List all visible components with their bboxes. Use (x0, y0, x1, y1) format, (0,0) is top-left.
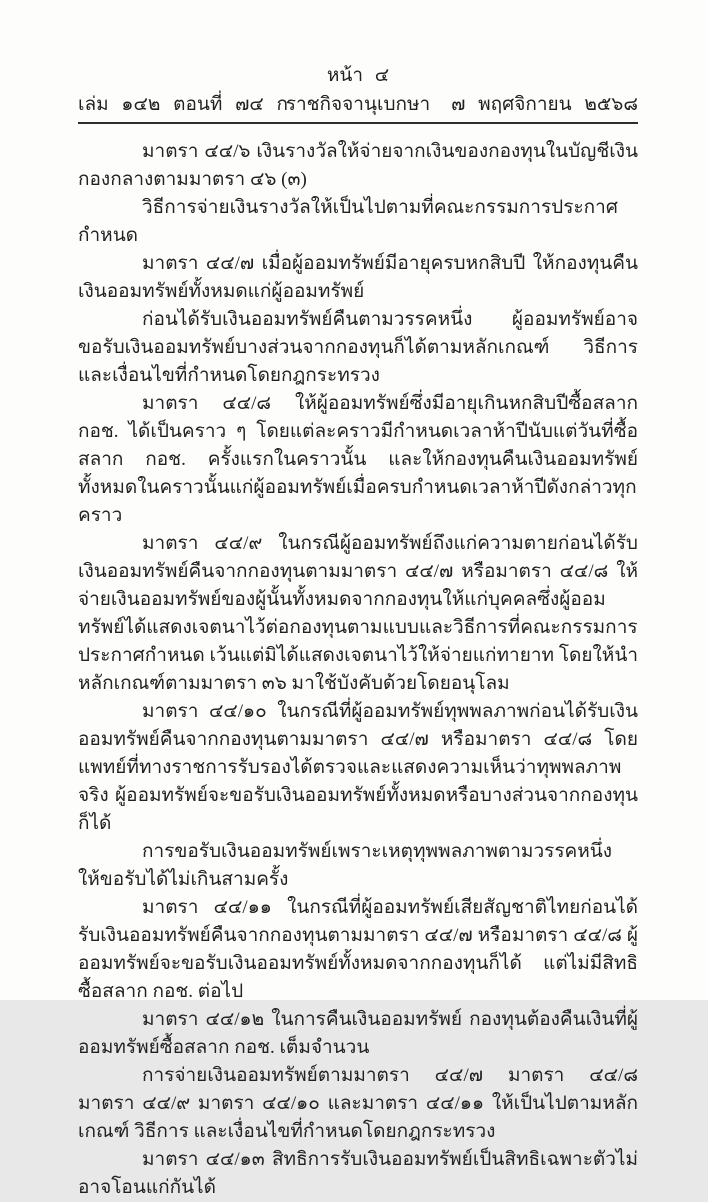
paragraph: มาตรา ๔๔/๖ เงินรางวัลให้จ่ายจากเงินของกองทุนในบัญชีเงินกองกลางตามมาตรา ๔๖ (๓) (78, 141, 638, 190)
document-body (78, 138, 638, 1202)
page-header (78, 0, 638, 124)
masthead-row (78, 92, 638, 118)
paragraph: วิธีการจ่ายเงินรางวัลให้เป็นไปตามที่คณะกรรมการประกาศกำหนด (78, 197, 618, 246)
paragraph: มาตรา ๔๔/๘ ให้ผู้ออมทรัพย์ซึ่งมีอายุเกินหกสิบปีซื้อสลาก กอช. ได้เป็นคราว ๆ โดยแต่ละคราวมีกำหนดเวลาห้าปีนับแต่วันที่ซื้อสลาก กอช. ครั้งแรกในคราวนั้น และให้กองทุนคืนเงินออมทรัพย์ทั้งหมดในคราวนั้นแก่ผู้ออมทรัพย์เมื่อครบกำหนดเวลาห้าปีดังกล่าวทุกคราว (78, 393, 638, 526)
page-number: หน้า ๔ (326, 65, 390, 86)
publication-name: ราชกิจจานุเบกษา (285, 94, 431, 115)
paragraph: มาตรา ๔๔/๑๓ สิทธิการรับเงินออมทรัพย์เป็นสิทธิเฉพาะตัวไม่อาจโอนแก่กันได้ (78, 1149, 638, 1198)
publication-date: ๗ พฤศจิกายน ๒๕๖๘ (451, 94, 638, 115)
header-rule (78, 122, 638, 124)
paragraph: การจ่ายเงินออมทรัพย์ตามมาตรา ๔๔/๗ มาตรา ๔๔/๘ มาตรา ๔๔/๙ มาตรา ๔๔/๑๐ และมาตรา ๔๔/๑๑ ให้เป็นไปตามหลักเกณฑ์ วิธีการ และเงื่อนไขที่กำหนดโดยกฎกระทรวง (78, 1065, 638, 1142)
paragraph: มาตรา ๔๔/๙ ในกรณีผู้ออมทรัพย์ถึงแก่ความตายก่อนได้รับเงินออมทรัพย์คืนจากกองทุนตามมาตรา ๔๔/๗ หรือมาตรา ๔๔/๘ ให้จ่ายเงินออมทรัพย์ของผู้นั้นทั้งหมดจากกองทุนให้แก่บุคคลซึ่งผู้ออมทรัพย์ได้แสดงเจตนาไว้ต่อกองทุนตามแบบและวิธีการที่คณะกรรมการประกาศกำหนด เว้นแต่มิได้แสดงเจตนาไว้ให้จ่ายแก่ทายาท โดยให้นำหลักเกณฑ์ตามมาตรา ๓๖ มาใช้บังคับด้วยโดยอนุโลม (78, 533, 638, 694)
paragraph: ก่อนได้รับเงินออมทรัพย์คืนตามวรรคหนึ่ง ผู้ออมทรัพย์อาจขอรับเงินออมทรัพย์บางส่วนจากกองทุนก็ได้ตามหลักเกณฑ์ วิธีการ และเงื่อนไขที่กำหนดโดยกฎกระทรวง (78, 309, 638, 386)
page-content (78, 0, 638, 1202)
volume-issue: เล่ม ๑๔๒ ตอนที่ ๗๔ ก (78, 94, 289, 115)
paragraph: การขอรับเงินออมทรัพย์เพราะเหตุทุพพลภาพตามวรรคหนึ่ง ให้ขอรับได้ไม่เกินสามครั้ง (78, 841, 613, 890)
paragraph: มาตรา ๔๔/๑๒ ในการคืนเงินออมทรัพย์ กองทุนต้องคืนเงินที่ผู้ออมทรัพย์ซื้อสลาก กอช. เต็มจำนวน (78, 1009, 638, 1058)
paragraph: มาตรา ๔๔/๑๐ ในกรณีที่ผู้ออมทรัพย์ทุพพลภาพก่อนได้รับเงินออมทรัพย์คืนจากกองทุนตามมาตรา ๔๔/๗ หรือมาตรา ๔๔/๘ โดยแพทย์ที่ทางราชการรับรองได้ตรวจและแสดงความเห็นว่าทุพพลภาพจริง ผู้ออมทรัพย์จะขอรับเงินออมทรัพย์ทั้งหมดหรือบางส่วนจากกองทุนก็ได้ (78, 701, 638, 834)
paragraph: มาตรา ๔๔/๑๑ ในกรณีที่ผู้ออมทรัพย์เสียสัญชาติไทยก่อนได้รับเงินออมทรัพย์คืนจากกองทุนตามมาตรา ๔๔/๗ หรือมาตรา ๔๔/๘ ผู้ออมทรัพย์จะขอรับเงินออมทรัพย์ทั้งหมดจากกองทุนก็ได้ แต่ไม่มีสิทธิซื้อสลาก กอช. ต่อไป (78, 897, 638, 1002)
paragraph: มาตรา ๔๔/๗ เมื่อผู้ออมทรัพย์มีอายุครบหกสิบปี ให้กองทุนคืนเงินออมทรัพย์ทั้งหมดแก่ผู้ออมทรัพย์ (78, 253, 638, 302)
